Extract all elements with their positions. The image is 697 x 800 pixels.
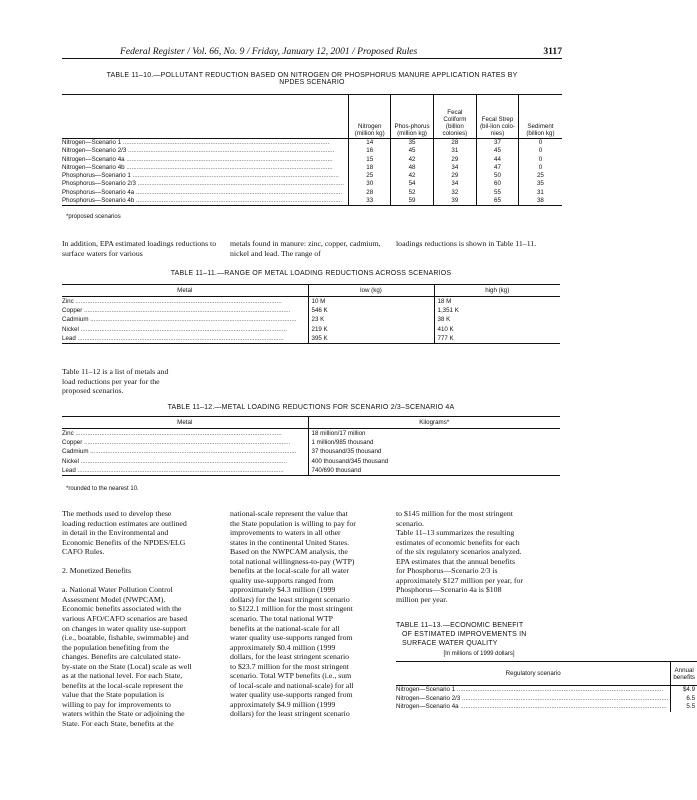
cell-value: 52	[391, 189, 433, 197]
text-line: waters within the State or adjoining the	[62, 709, 185, 719]
cell-value: 44	[477, 156, 519, 164]
text-line: Economic benefits associated with the	[62, 604, 182, 614]
table1-header-phosphorus: Phos-phorus (million kg)	[391, 95, 433, 139]
text-line: EPA estimates that the annual benefits	[396, 556, 516, 566]
cell-value: 31	[518, 189, 562, 197]
text-line: 2. Monetized Benefits	[62, 566, 132, 576]
cell-value: 48	[391, 164, 433, 172]
table1-caption	[62, 72, 562, 86]
leader-dots: ........................................................................................................................	[82, 439, 291, 447]
high-value: 18 M	[434, 297, 560, 307]
para1-col1: In addition, EPA estimated loadings reductions to surface waters for various	[62, 239, 217, 258]
cell-value: 55	[477, 189, 519, 197]
table4-caption-line1: TABLE 11–13.—ECONOMIC BENEFIT	[396, 622, 524, 629]
kilograms-value: 37 thousand/35 thousand	[308, 447, 560, 456]
table-row	[62, 197, 562, 206]
cell-value: 32	[433, 189, 477, 197]
text-line: dollars, for the least stringent scenario	[230, 652, 350, 662]
table4-subcaption: [In millions of 1999 dollars]	[443, 651, 515, 657]
leader-dots: ........................................................................................................................	[82, 307, 291, 315]
table-row	[62, 306, 560, 315]
table-row	[62, 447, 560, 456]
text-line: dollars) for the least stringent scenario	[230, 709, 350, 719]
metal-name: Nickel ........................................................................................................................	[62, 325, 287, 333]
metal-name: Copper ........................................................................................................................	[62, 439, 291, 447]
table-row	[62, 139, 562, 148]
cell-value: 42	[391, 156, 433, 164]
page-number: 3117	[543, 46, 562, 57]
table-row	[62, 189, 562, 197]
table-row	[62, 325, 560, 334]
text-line: Assessment Model (NWPCAM).	[62, 594, 166, 604]
text-line: approximately $4.3 million (1999	[230, 585, 336, 595]
metal-name: Copper ........................................................................................................................	[62, 307, 291, 315]
low-value: 23 K	[308, 315, 434, 324]
text-line: Economic Benefits of the NPDES/ELG	[62, 537, 186, 547]
table3-note: *rounded to the nearest 10.	[66, 486, 139, 492]
text-line: scenario. Total WTP benefits (i.e., sum	[230, 671, 352, 681]
text-line: approximately $127 million per year, for	[396, 575, 523, 585]
cell-value: 28	[433, 139, 477, 148]
para2-line: load reductions per year for the	[62, 376, 160, 386]
text-line: approximately $4.9 million (1999	[230, 699, 336, 709]
leader-dots: ........................................................................................................................	[78, 457, 287, 465]
table-metal-loading	[62, 416, 560, 476]
text-line: for Phosphorus—Scenario 2/3 is	[396, 566, 498, 576]
text-line	[62, 557, 224, 567]
table4-block	[396, 621, 696, 712]
metal-name: Lead ........................................................................................................................	[62, 466, 308, 476]
leader-dots: ........................................................................................................................	[130, 172, 339, 180]
cell-value: 50	[477, 172, 519, 180]
text-line: estimates of economic benefits for each	[396, 537, 520, 547]
cell-value: 42	[391, 172, 433, 180]
table4-header-scenario: Regulatory scenario	[396, 662, 671, 686]
leader-dots: ........................................................................................................................	[78, 325, 287, 333]
text-line: Phosphorus—Scenario 4a is $108	[396, 585, 502, 595]
kilograms-value: 400 thousand/345 thousand	[308, 457, 560, 466]
leader-dots: ........................................................................................................................	[124, 163, 333, 171]
table-row	[62, 297, 560, 307]
table-row	[62, 156, 562, 164]
leader-dots: ........................................................................................................................	[75, 466, 284, 474]
leader-dots: ........................................................................................................................	[73, 298, 282, 305]
table1-caption-line2: NPDES SCENARIO	[279, 79, 345, 86]
scenario-name: Nitrogen—Scenario 2/3 ........................................................................................................................	[396, 694, 669, 702]
table-row	[62, 164, 562, 172]
cell-value: 31	[433, 147, 477, 155]
text-line: Table 11–13 summarizes the resulting	[396, 528, 515, 538]
text-line: improvements to waters in all other	[230, 528, 341, 538]
table-row	[62, 180, 562, 188]
row-label: Nitrogen—Scenario 4b ........................................................................................................................	[62, 163, 333, 171]
text-line: water quality use-supports ranged from	[230, 690, 353, 700]
table2-header-metal: Metal	[62, 285, 308, 297]
table1-header-fecal-coliform: Fecal Coliform (billion colonies)	[433, 95, 477, 139]
table-row	[62, 147, 562, 155]
leader-dots: ........................................................................................................................	[88, 448, 297, 456]
text-line: million per year.	[396, 594, 448, 604]
table3-header-kilograms: Kilograms*	[308, 417, 560, 429]
text-line: changes. Benefits are calculated state-	[62, 652, 181, 662]
cell-value: 25	[518, 172, 562, 180]
kilograms-value: 18 million/17 million	[308, 429, 560, 439]
text-line: value that the State population is	[62, 690, 164, 700]
running-head: Federal Register / Vol. 66, No. 9 / Friday, January 12, 2001 / Proposed Rules	[120, 46, 418, 57]
cell-value: 35	[518, 180, 562, 188]
high-value: 410 K	[434, 325, 560, 334]
leader-dots: ........................................................................................................................	[455, 686, 664, 693]
table-metal-range	[62, 284, 560, 344]
table-row	[62, 172, 562, 180]
cell-value: 0	[518, 156, 562, 164]
metal-name: Zinc ........................................................................................................................	[62, 298, 282, 305]
cell-value: 30	[348, 180, 391, 188]
row-label: Phosphorus—Scenario 4a ........................................................................................................................	[62, 188, 343, 196]
text-line: by-state on the State (Local) scale as well	[62, 661, 192, 671]
cell-value: 59	[391, 197, 433, 206]
benefit-value: 6.5	[671, 695, 697, 704]
table-pollutant-reduction	[62, 94, 562, 206]
text-line: of local-scale and national-scale) for all	[230, 680, 354, 690]
cell-value: 28	[348, 189, 391, 197]
text-line: quality use-supports ranged from	[230, 575, 334, 585]
text-line: the population benefiting from the	[62, 642, 169, 652]
table-row	[62, 315, 560, 324]
leader-dots: ........................................................................................................................	[124, 155, 333, 163]
para1-col3: loadings reductions is shown in Table 11–11.	[396, 239, 537, 248]
table1-note: *proposed scenarios	[66, 214, 121, 220]
cell-value: 14	[348, 139, 391, 148]
text-line: the State population is willing to pay for	[230, 518, 356, 528]
text-line: approximately $0.4 million (1999	[230, 642, 336, 652]
cell-value: 34	[433, 164, 477, 172]
header-rule	[62, 58, 562, 59]
table2-header-high: high (kg)	[434, 285, 560, 297]
benefit-value: 5.5	[671, 703, 697, 712]
table-row	[396, 686, 697, 695]
scenario-name: Nitrogen—Scenario 1 ........................................................................................................................	[396, 686, 664, 693]
metal-name: Cadmium ........................................................................................................................	[62, 448, 297, 456]
leader-dots: ........................................................................................................................	[88, 316, 297, 324]
table-row	[396, 703, 697, 712]
text-line: as at the national level. For each State,	[62, 671, 183, 681]
cell-value: 35	[391, 139, 433, 148]
benefit-value: $4.9	[671, 686, 697, 695]
text-line: to $122.1 million for the most stringent	[230, 604, 353, 614]
table1-caption-line1: TABLE 11–10.—POLLUTANT REDUCTION BASED ON NITROGEN OR PHOSPHORUS MANURE APPLICATION RATES BY	[106, 72, 518, 79]
table4-header-benefits: Annual benefits	[671, 662, 697, 686]
cell-value: 0	[518, 147, 562, 155]
row-label: Nitrogen—Scenario 4a ........................................................................................................................	[62, 155, 333, 163]
text-line: a. National Water Pollution Control	[62, 585, 173, 595]
low-value: 219 K	[308, 325, 434, 334]
cell-value: 18	[348, 164, 391, 172]
cell-value: 29	[433, 156, 477, 164]
table-row	[396, 695, 697, 704]
cell-value: 38	[518, 197, 562, 206]
text-line: loading reduction estimates are outlined	[62, 518, 187, 528]
text-line: scenario. The total national WTP	[230, 614, 333, 624]
high-value: 38 K	[434, 315, 560, 324]
text-line: willing to pay for improvements to	[62, 699, 171, 709]
cell-value: 0	[518, 164, 562, 172]
text-line: The methods used to develop these	[62, 509, 172, 518]
text-line: of the six regulatory scenarios analyzed.	[396, 547, 522, 557]
cell-value: 65	[477, 197, 519, 206]
table4-caption-line2: OF ESTIMATED IMPROVEMENTS IN	[402, 631, 527, 638]
table2-header-low: low (kg)	[308, 285, 434, 297]
cell-value: 34	[433, 180, 477, 188]
leader-dots: ........................................................................................................................	[73, 430, 282, 437]
table4-caption-line3: SURFACE WATER QUALITY	[402, 640, 498, 647]
cell-value: 0	[518, 139, 562, 148]
table-row	[62, 438, 560, 447]
low-value: 10 M	[308, 297, 434, 307]
text-line: Based on the NWPCAM analysis, the	[230, 547, 348, 557]
table-row	[62, 457, 560, 466]
table3-caption: TABLE 11–12.—METAL LOADING REDUCTIONS FOR SCENARIO 2/3–SCENARIO 4A	[167, 404, 455, 411]
table-row	[62, 334, 560, 344]
text-line: benefits at the national-scale for all	[230, 623, 340, 633]
metal-name: Lead ........................................................................................................................	[62, 334, 308, 344]
cell-value: 15	[348, 156, 391, 164]
metal-name: Cadmium ........................................................................................................................	[62, 316, 297, 324]
kilograms-value: 740/690 thousand	[308, 466, 560, 476]
metal-name: Zinc ........................................................................................................................	[62, 430, 282, 437]
text-line: benefits at the local-scale represent the	[62, 680, 184, 690]
text-line: total national willingness-to-pay (WTP)	[230, 556, 355, 566]
cell-value: 33	[348, 197, 391, 206]
table2-caption: TABLE 11–11.—RANGE OF METAL LOADING REDUCTIONS ACROSS SCENARIOS	[170, 270, 452, 277]
row-label: Phosphorus—Scenario 1 ........................................................................................................................	[62, 172, 339, 180]
cell-value: 39	[433, 197, 477, 206]
kilograms-value: 1 million/985 thousand	[308, 438, 560, 447]
table1-header-sediment: Sediment (billion kg)	[518, 95, 562, 139]
text-line: various AFO/CAFO scenarios are based	[62, 614, 188, 624]
cell-value: 25	[348, 172, 391, 180]
para2-line: proposed scenarios.	[62, 386, 124, 396]
cell-value: 45	[477, 147, 519, 155]
text-line: dollars) for the least stringent scenario	[230, 594, 350, 604]
text-column-2	[230, 509, 390, 719]
text-line: water quality use-supports ranged from	[230, 633, 353, 643]
text-line: CAFO Rules.	[62, 547, 105, 557]
table-row	[62, 429, 560, 439]
text-line	[62, 576, 224, 586]
text-line: to $23.7 million for the most stringent	[230, 661, 349, 671]
text-line: scenario.	[396, 518, 424, 528]
table-row	[62, 466, 560, 476]
row-label: Nitrogen—Scenario 2/3 ........................................................................................................................	[62, 147, 335, 155]
text-line: to $145 million for the most stringent	[396, 509, 513, 518]
leader-dots: ........................................................................................................................	[460, 694, 669, 702]
table3-header-metal: Metal	[62, 417, 308, 429]
leader-dots: ........................................................................................................................	[75, 334, 284, 342]
text-line: on changes in water quality use-support	[62, 623, 187, 633]
text-column-3	[396, 509, 562, 604]
leader-dots: ........................................................................................................................	[458, 703, 667, 711]
cell-value: 16	[348, 147, 391, 155]
table1-header-nitrogen: Nitrogen (million kg)	[348, 95, 391, 139]
text-line: State. For each State, benefits at the	[62, 719, 174, 729]
cell-value: 60	[477, 180, 519, 188]
text-line: in detail in the Environmental and	[62, 528, 169, 538]
table1-header-fecal-strep: Fecal Strep (bil-lion colo-nies)	[477, 95, 519, 139]
cell-value: 54	[391, 180, 433, 188]
scenario-name: Nitrogen—Scenario 4a ........................................................................................................................	[396, 703, 667, 711]
text-line: national-scale represent the value that	[230, 509, 348, 518]
row-label: Nitrogen—Scenario 1 ........................................................................................................................	[62, 139, 330, 146]
table4-caption	[396, 621, 562, 648]
table1-header-blank	[62, 95, 348, 139]
cell-value: 37	[477, 139, 519, 148]
high-value: 1,351 K	[434, 306, 560, 315]
para1-col2: metals found in manure: zinc, copper, cadmium, nickel and lead. The range of	[230, 239, 381, 258]
cell-value: 45	[391, 147, 433, 155]
text-line: benefits at the local-scale for all water	[230, 566, 350, 576]
para2	[62, 367, 222, 396]
text-line: (i.e., boatable, fishable, swimmable) and	[62, 633, 189, 643]
cell-value: 47	[477, 164, 519, 172]
table-economic-benefit	[396, 661, 697, 712]
leader-dots: ........................................................................................................................	[134, 197, 343, 205]
row-label: Phosphorus—Scenario 2/3 ........................................................................................................................	[62, 180, 344, 188]
leader-dots: ........................................................................................................................	[121, 139, 330, 146]
cell-value: 29	[433, 172, 477, 180]
low-value: 546 K	[308, 306, 434, 315]
high-value: 777 K	[434, 334, 560, 344]
row-label: Phosphorus—Scenario 4b ........................................................................................................................	[62, 197, 348, 206]
low-value: 395 K	[308, 334, 434, 344]
para2-line: Table 11–12 is a list of metals and	[62, 367, 169, 376]
text-line: states in the continental United States.	[230, 537, 350, 547]
leader-dots: ........................................................................................................................	[126, 147, 335, 155]
leader-dots: ........................................................................................................................	[134, 188, 343, 196]
leader-dots: ........................................................................................................................	[135, 180, 344, 188]
metal-name: Nickel ........................................................................................................................	[62, 457, 287, 465]
text-column-1	[62, 509, 224, 729]
